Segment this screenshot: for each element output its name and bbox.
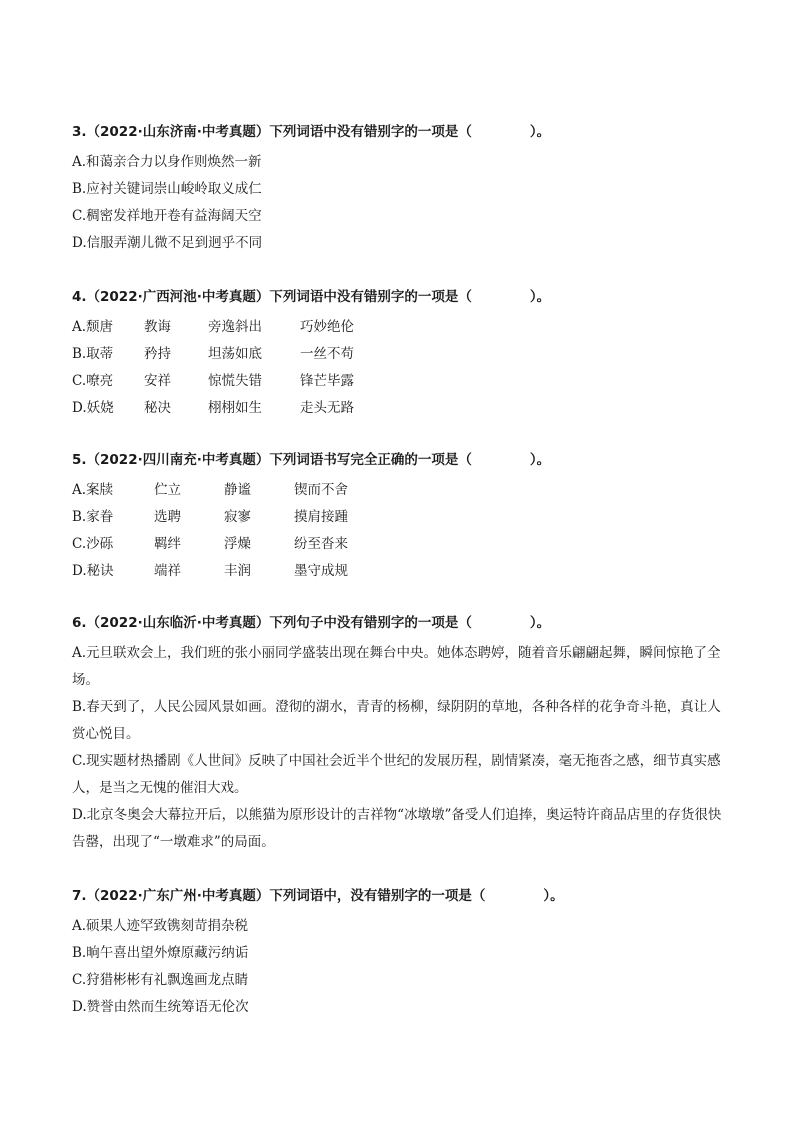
question-title-end: ）。: [529, 124, 551, 140]
option-word: D.秘诀: [72, 563, 114, 579]
option-word: D.妖娆: [72, 400, 114, 416]
option-word: 寂寥: [224, 509, 251, 525]
option-word: C.沙砾: [72, 536, 114, 552]
option-word: 安祥: [144, 373, 171, 389]
option-word: 惊慌失错: [208, 373, 262, 389]
option-word: 走头无路: [300, 400, 354, 416]
question-title: [72, 288, 732, 306]
option-b: B.晌午喜出望外燎原藏污纳诟: [72, 945, 249, 961]
question-4: [72, 288, 732, 422]
question-3: [72, 123, 732, 257]
option-word: 纷至沓来: [294, 536, 348, 552]
question-title-text: 5.（2022·四川南充·中考真题）下列词语书写完全正确的一项是（: [72, 452, 472, 468]
option-a: A.元旦联欢会上，我们班的张小丽同学盛装出现在舞台中央。她体态聘婷，随着音乐翩翩起舞，瞬间惊艳了全场。: [72, 645, 721, 688]
question-title: [72, 123, 732, 141]
question-title: [72, 614, 732, 632]
question-title-end: ）。: [529, 615, 551, 631]
question-title-text: 6.（2022·山东临沂·中考真题）下列句子中没有错别字的一项是（: [72, 615, 472, 631]
option-word: 矜持: [144, 346, 171, 362]
question-7: [72, 887, 732, 1021]
option-c: C.狩猎彬彬有礼飘逸画龙点睛: [72, 972, 249, 988]
option-word: 选聘: [154, 509, 181, 525]
question-6: [72, 614, 732, 856]
option-d: [72, 395, 732, 422]
question-title-end: ）。: [529, 452, 551, 468]
option-word: 锲而不舍: [294, 482, 348, 498]
option-d: D.信服弄潮儿微不足到迥乎不同: [72, 235, 263, 251]
question-title-text: 4.（2022·广西河池·中考真题）下列词语中没有错别字的一项是（: [72, 289, 472, 305]
option-word: 巧妙绝伦: [300, 319, 354, 335]
option-word: 坦荡如底: [208, 346, 262, 362]
option-c: [72, 368, 732, 395]
option-word: B.家眷: [72, 509, 114, 525]
option-word: 教诲: [144, 319, 171, 335]
question-title-text: 7.（2022·广东广州·中考真题）下列词语中，没有错别字的一项是（: [72, 888, 486, 904]
option-word: 伫立: [154, 482, 181, 498]
option-b: B.春天到了，人民公园风景如画。澄彻的湖水，青青的杨柳，绿阴阴的草地，各种各样的花争奇斗艳，真让人赏心悦目。: [72, 699, 721, 742]
option-word: C.嘹亮: [72, 373, 114, 389]
option-a: [72, 314, 732, 341]
option-word: 羁绊: [154, 536, 181, 552]
question-title: [72, 451, 732, 469]
option-c: [72, 531, 732, 558]
option-word: 摸肩接踵: [294, 509, 348, 525]
option-b: [72, 504, 732, 531]
question-5: [72, 451, 732, 585]
question-title: [72, 887, 732, 905]
option-d: D.赞誉由然而生统筹语无伦次: [72, 999, 249, 1015]
option-word: 旁逸斜出: [208, 319, 262, 335]
option-a: A.和蔼亲合力以身作则焕然一新: [72, 154, 262, 170]
option-c: C.现实题材热播剧《人世间》反映了中国社会近半个世纪的发展历程，剧情紧凑，毫无拖沓之感，细节真实感人，是当之无愧的催泪大戏。: [72, 753, 721, 796]
option-word: 栩栩如生: [208, 400, 262, 416]
question-title-end: ）。: [529, 289, 551, 305]
option-word: A.颓唐: [72, 319, 114, 335]
option-word: 秘决: [144, 400, 171, 416]
option-word: 丰润: [224, 563, 251, 579]
option-a: A.硕果人迹罕致镌刻苛捐杂税: [72, 918, 249, 934]
option-c: C.稠密发祥地开卷有益海阔天空: [72, 208, 262, 224]
option-word: A.案牍: [72, 482, 114, 498]
option-word: 一丝不苟: [300, 346, 354, 362]
option-word: 锋芒毕露: [300, 373, 354, 389]
question-title-end: ）。: [543, 888, 564, 904]
option-word: 端祥: [154, 563, 181, 579]
question-title-text: 3.（2022·山东济南·中考真题）下列词语中没有错别字的一项是（: [72, 124, 472, 140]
option-word: 墨守成规: [294, 563, 348, 579]
option-b: [72, 341, 732, 368]
option-d: [72, 558, 732, 585]
option-word: 浮燥: [224, 536, 251, 552]
option-b: B.应衬关键词崇山峻岭取义成仁: [72, 181, 262, 197]
option-d: D.北京冬奥会大幕拉开后，以熊猫为原形设计的吉祥物“冰墩墩”备受人们追捧，奥运特许商品店里的存货很快告罄，出现了“一墩难求”的局面。: [72, 807, 722, 850]
option-word: B.取蒂: [72, 346, 114, 362]
option-a: [72, 477, 732, 504]
option-word: 静谧: [224, 482, 251, 498]
